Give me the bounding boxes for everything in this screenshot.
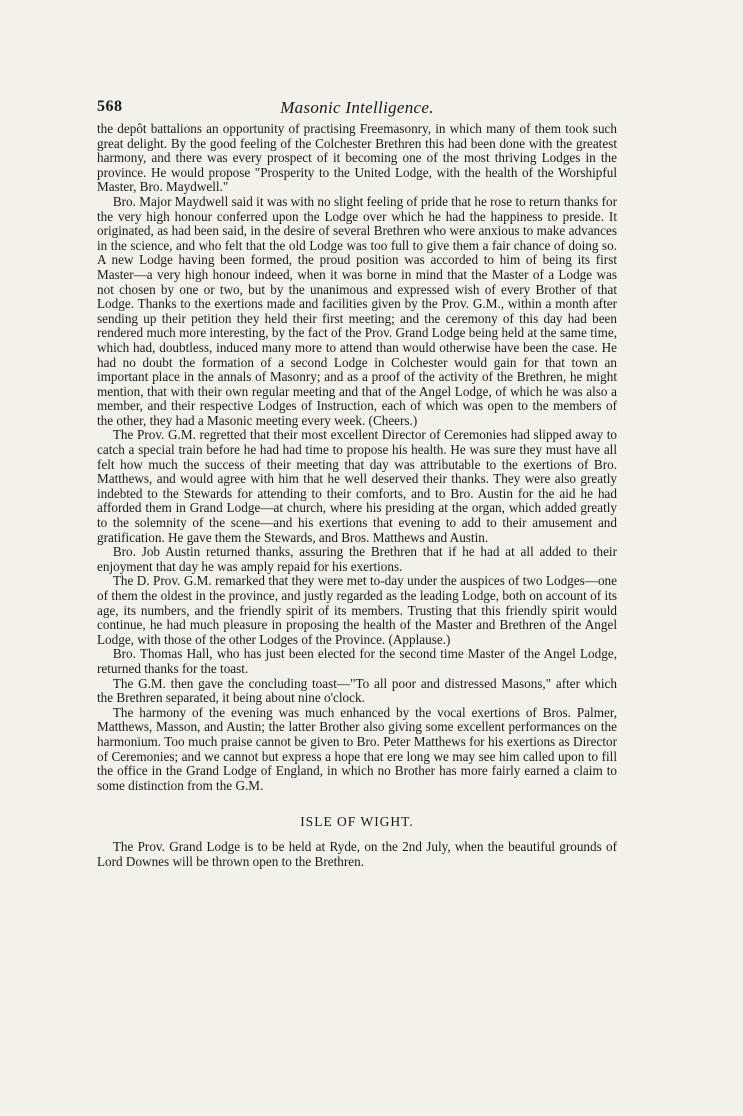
paragraph-hall-reply: Bro. Thomas Hall, who has just been elected for the second time Master of the Angel Lodge, returned thanks for the toast. — [97, 646, 617, 676]
section-heading: ISLE OF WIGHT. — [300, 814, 414, 830]
running-title: Masonic Intelligence. — [280, 98, 434, 117]
paragraph-harmony: The harmony of the evening was much enhanced by the vocal exertions of Bros. Palmer, Matthews, Masson, and Austin; the latter Brother also giving some excellent performances on the harmonium. Too much praise cannot be given to Bro. Peter Matthews for his exertions as Director of Ceremonies; and we cannot but express a hope that ere long we may see him called upon to fill the office in the Grand Lodge of England, in which no Brother has more fairly earned a claim to some distinction from the G.M. — [97, 704, 617, 793]
paragraph-concluding-toast: The G.M. then gave the concluding toast—"To all poor and distressed Masons," after which the Brethren separated, it being about nine o'clock. — [97, 675, 617, 706]
article-body — [97, 122, 617, 869]
paragraph-austin-reply: Bro. Job Austin returned thanks, assuring the Brethren that if he had at all added to their enjoyment that day he was amply repaid for his exertions. — [97, 544, 617, 574]
paragraph-isle-of-wight: The Prov. Grand Lodge is to be held at Ryde, on the 2nd July, when the beautiful grounds of Lord Downes will be thrown open to the Brethren. — [97, 838, 617, 869]
paragraph-continuation: the depôt battalions an opportunity of practising Freemasonry, in which many of them took such great delight. By the good feeling of the Colchester Brethren this had been done with the greatest harmony, and there was every prospect of it becoming one of the most thriving Lodges in the province. He would propose "Prosperity to the United Lodge, with the health of the Worshipful Master, Bro. Maydwell." — [97, 121, 617, 195]
page-header — [97, 96, 617, 122]
paragraph-maydwell-reply: Bro. Major Maydwell said it was with no slight feeling of pride that he rose to return thanks for the very high honour conferred upon the Lodge over which he had the happiness to preside. It originated, as had been said, in the desire of several Brethren who were anxious to make advances in the science, and who felt that the old Lodge was too full to give them a fair chance of doing so. A new Lodge having been formed, the proud position was accorded to him of being its first Master—a very high honour indeed, when it was borne in mind that the Master of a Lodge was not chosen by one or two, but by the unanimous and expressed wish of every Brother of that Lodge. Thanks to the exertions made and facilities given by the Prov. G.M., within a month after sending up their petition they held their first meeting; and the ceremony of this day had been rendered much more interesting, by the fact of the Prov. Grand Lodge being held at the same time, which had, doubtless, induced many more to attend than would otherwise have been the case. He had no doubt the formation of a second Lodge in Colchester would gain for that town an important place in the annals of Masonry; and as a proof of the activity of the Brethren, he might mention, that with their own regular meeting and that of the Angel Lodge, of which he was also a member, and their respective Lodges of Instruction, each of which was open to the members of the other, they had a Masonic meeting every week. (Cheers.) — [97, 193, 617, 428]
page — [97, 96, 617, 869]
page-number: 568 — [97, 98, 123, 115]
paragraph-director-toast: The Prov. G.M. regretted that their most excellent Director of Ceremonies had slipped away to catch a special train before he had had time to propose his health. He was sure they must have all felt how much the success of their meeting that day was attributable to the exertions of Bro. Matthews, and would agree with him that he well deserved their thanks. They were also greatly indebted to the Stewards for attending to their comforts, and to Bro. Austin for the aid he had afforded them in Grand Lodge—at church, where his presiding at the organ, which added greatly to the solemnity of the scene—and his exertions that evening to add to their amusement and gratification. He gave them the Stewards, and Bros. Matthews and Austin. — [97, 427, 617, 545]
paragraph-angel-lodge-toast: The D. Prov. G.M. remarked that they were met to-day under the auspices of two Lodges—one of them the oldest in the province, and justly regarded as the leading Lodge, both on account of its age, its numbers, and the friendly spirit of its members. Trusting that this friendly spirit would continue, he had much pleasure in proposing the health of the Master and Brethren of the Angel Lodge, with those of the other Lodges of the Province. (Applause.) — [97, 573, 617, 647]
